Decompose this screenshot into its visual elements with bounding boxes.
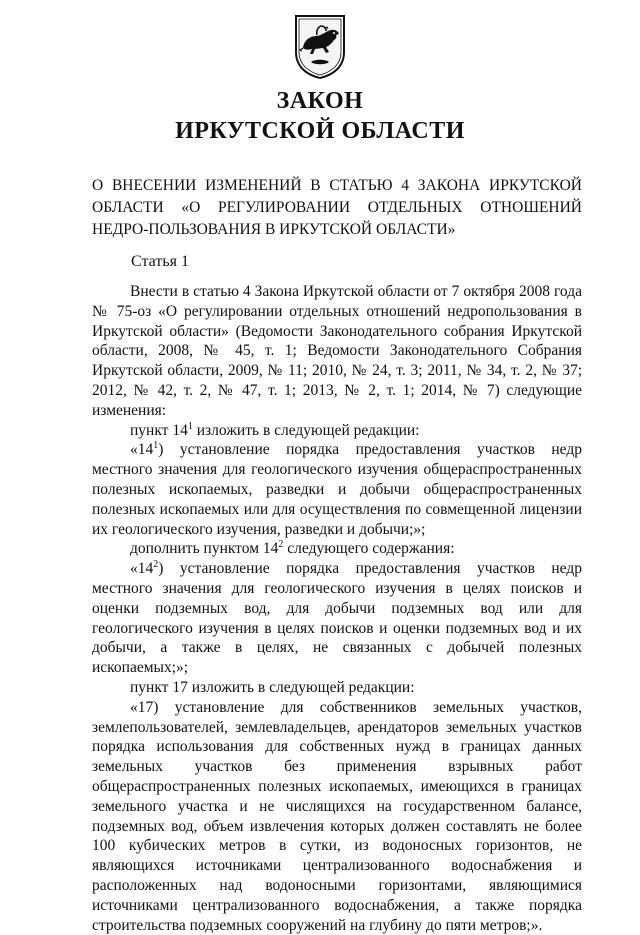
article-intro: Внести в статью 4 Закона Иркутской области от 7 октября 2008 года № 75-оз «О регулировании отдельных отношений недропользования в Иркутской области» (Ведомости Законодательного собрания Иркутской области, 2008, № 45, т. 1; Ведомости Законодательного Собрания Иркутской области, 2009, № 11; 2010, № 24, т. 3; 2011, № 34, т. 2, № 37; 2012, № 42, т. 2, № 47, т. 1; 2013, № 2, т. 1; 2014, № 7) следующие изменения: [92, 283, 582, 419]
amendment-item-3: пункт 17 изложить в следующей редакции: [130, 678, 415, 696]
amendment-item-1: пункт $14^1$ изложить в следующей редакции: [130, 420, 420, 439]
law-subject: О ВНЕСЕНИИ ИЗМЕНЕНИЙ В СТАТЬЮ 4 ЗАКОНА ИРКУТСКОЙ ОБЛАСТИ «О РЕГУЛИРОВАНИИ ОТДЕЛЬНЫХ ОТНОШЕНИЙ НЕДРО-ПОЛЬЗОВАНИЯ В ИРКУТСКОЙ ОБЛАСТИ» [92, 177, 582, 238]
law-title-line1: ЗАКОН [276, 88, 364, 114]
law-title [0, 86, 640, 146]
amendment-item-2: дополнить пунктом $14^2$ следующего содержания: [130, 539, 455, 558]
amendment-item-1-text: «$14^1$) установление порядка предоставления участков недр местного значения для геологического изучения общераспространенных полезных ископаемых, разведки и добычи общераспространенных полезных ископаемых или для осуществления по совмещенной лицензии их геологического изучения, разведки и добычи;»; [92, 440, 582, 538]
article-body [92, 282, 582, 935]
amendment-item-3-text: «17) установление для собственников земельных участков, землепользователей, землевладельцев, арендаторов земельных участков порядка использования для собственных нужд в границах данных земельных участков без применения взрывных работ общераспространенных полезных ископаемых, имеющихся в границах земельного участка и не числящихся на государственном балансе, подземных вод, объем извлечения которых должен составлять не более 100 кубических метров в сутки, из водоносных горизонтов, не являющихся источниками централизованного водоснабжения и расположенных над водоносными горизонтами, являющимися источниками централизованного водоснабжения, а также порядка строительства подземных сооружений на глубину до пяти метров;». [92, 698, 582, 934]
amendment-item-2-text: «$14^2$) установление порядка предоставления участков недр местного значения для геологического изучения в целях поисков и оценки подземных вод, для добычи подземных вод или для геологического изучения в целях поисков и оценки подземных вод и их добычи, а также в целях, не связанных с добычей полезных ископаемых;»; [92, 559, 582, 677]
law-title-line2: ИРКУТСКОЙ ОБЛАСТИ [175, 118, 465, 144]
article-heading: Статья 1 [131, 253, 189, 270]
coat-of-arms-icon [293, 14, 347, 80]
